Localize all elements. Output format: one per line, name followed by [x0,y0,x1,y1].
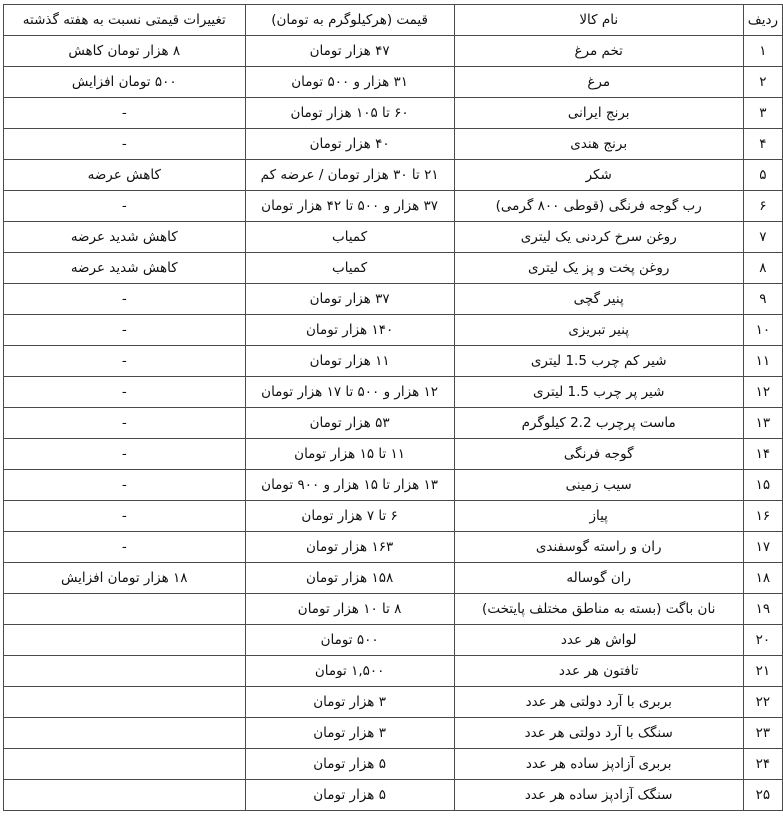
table-body [4,36,783,811]
table-row [4,439,783,470]
cell-index: ۱۲ [743,377,782,408]
table-row [4,718,783,749]
cell-price-change [4,625,246,656]
cell-price-change [4,656,246,687]
cell-price-change: - [4,532,246,563]
cell-item-name: ماست پرچرب 2.2 کیلوگرم [454,408,743,439]
cell-price-change: - [4,284,246,315]
cell-price: ۴۷ هزار تومان [245,36,454,67]
cell-price: ۵ هزار تومان [245,749,454,780]
cell-item-name: روغن پخت و پز یک لیتری [454,253,743,284]
table-header-row [4,5,783,36]
cell-item-name: شیر کم چرب 1.5 لیتری [454,346,743,377]
cell-price: ۱۲ هزار و ۵۰۰ تا ۱۷ هزار تومان [245,377,454,408]
cell-item-name: گوجه فرنگی [454,439,743,470]
table-row [4,315,783,346]
cell-price-change: - [4,377,246,408]
cell-item-name: لواش هر عدد [454,625,743,656]
cell-price-change [4,687,246,718]
table-row [4,346,783,377]
cell-price-change: کاهش عرضه [4,160,246,191]
cell-price-change: ۸ هزار تومان کاهش [4,36,246,67]
table-row [4,780,783,811]
cell-item-name: پنیر گچی [454,284,743,315]
table-row [4,377,783,408]
cell-price: ۵۳ هزار تومان [245,408,454,439]
cell-index: ۲۳ [743,718,782,749]
cell-price-change: ۱۸ هزار تومان افزایش [4,563,246,594]
cell-price: کمیاب [245,253,454,284]
cell-price-change [4,749,246,780]
cell-price-change: ۵۰۰ تومان افزایش [4,67,246,98]
cell-price: ۳۷ هزار تومان [245,284,454,315]
table-row [4,687,783,718]
cell-item-name: روغن سرخ کردنی یک لیتری [454,222,743,253]
cell-price-change: کاهش شدید عرضه [4,253,246,284]
header-change: تغییرات قیمتی نسبت به هفته گذشته [4,5,246,36]
cell-item-name: نان باگت (بسته به مناطق مختلف پایتخت) [454,594,743,625]
cell-price-change: - [4,191,246,222]
cell-item-name: برنج هندی [454,129,743,160]
cell-index: ۲۲ [743,687,782,718]
cell-index: ۲۵ [743,780,782,811]
table-row [4,191,783,222]
cell-price-change: - [4,470,246,501]
cell-index: ۵ [743,160,782,191]
cell-price: ۵۰۰ تومان [245,625,454,656]
cell-item-name: شیر پر چرب 1.5 لیتری [454,377,743,408]
cell-index: ۱۶ [743,501,782,532]
cell-price: ۱۱ تا ۱۵ هزار تومان [245,439,454,470]
cell-item-name: سیب زمینی [454,470,743,501]
cell-item-name: ران گوساله [454,563,743,594]
cell-price: ۳۷ هزار و ۵۰۰ تا ۴۲ هزار تومان [245,191,454,222]
cell-index: ۲۱ [743,656,782,687]
cell-index: ۱۷ [743,532,782,563]
cell-item-name: شکر [454,160,743,191]
cell-item-name: برنج ایرانی [454,98,743,129]
cell-item-name: پنیر تبریزی [454,315,743,346]
table-row [4,563,783,594]
cell-index: ۹ [743,284,782,315]
cell-price: ۱,۵۰۰ تومان [245,656,454,687]
cell-item-name: رب گوجه فرنگی (قوطی ۸۰۰ گرمی) [454,191,743,222]
table-row [4,532,783,563]
cell-price: ۳۱ هزار و ۵۰۰ تومان [245,67,454,98]
cell-index: ۴ [743,129,782,160]
cell-price: ۴۰ هزار تومان [245,129,454,160]
cell-price: ۱۴۰ هزار تومان [245,315,454,346]
header-index: ردیف [743,5,782,36]
cell-price: کمیاب [245,222,454,253]
price-table [3,4,783,811]
table-row [4,594,783,625]
cell-index: ۱۹ [743,594,782,625]
table-row [4,98,783,129]
cell-index: ۳ [743,98,782,129]
cell-price-change: - [4,98,246,129]
table-row [4,470,783,501]
cell-price-change: - [4,501,246,532]
cell-price: ۶۰ تا ۱۰۵ هزار تومان [245,98,454,129]
header-price: قیمت (هرکیلوگرم به تومان) [245,5,454,36]
cell-item-name: مرغ [454,67,743,98]
cell-price: ۱۱ هزار تومان [245,346,454,377]
cell-index: ۱۳ [743,408,782,439]
cell-price-change: - [4,439,246,470]
cell-index: ۲ [743,67,782,98]
cell-item-name: ران و راسته گوسفندی [454,532,743,563]
cell-index: ۶ [743,191,782,222]
price-table-container [3,4,783,811]
cell-index: ۱۵ [743,470,782,501]
cell-index: ۷ [743,222,782,253]
table-row [4,284,783,315]
cell-item-name: تخم مرغ [454,36,743,67]
cell-price-change: کاهش شدید عرضه [4,222,246,253]
table-row [4,36,783,67]
cell-index: ۱۱ [743,346,782,377]
cell-price-change [4,718,246,749]
cell-price-change [4,594,246,625]
cell-index: ۱۸ [743,563,782,594]
cell-index: ۱۰ [743,315,782,346]
cell-item-name: سنگک با آرد دولتی هر عدد [454,718,743,749]
table-row [4,408,783,439]
table-row [4,67,783,98]
cell-index: ۲۴ [743,749,782,780]
cell-item-name: سنگک آزادپز ساده هر عدد [454,780,743,811]
table-row [4,160,783,191]
cell-price-change: - [4,408,246,439]
cell-index: ۲۰ [743,625,782,656]
cell-index: ۸ [743,253,782,284]
table-row [4,749,783,780]
cell-price-change: - [4,315,246,346]
header-name: نام کالا [454,5,743,36]
cell-price: ۶ تا ۷ هزار تومان [245,501,454,532]
cell-item-name: بربری آزادپز ساده هر عدد [454,749,743,780]
cell-price: ۱۵۸ هزار تومان [245,563,454,594]
table-row [4,625,783,656]
cell-item-name: تافتون هر عدد [454,656,743,687]
cell-price-change: - [4,129,246,160]
cell-price: ۱۳ هزار تا ۱۵ هزار و ۹۰۰ تومان [245,470,454,501]
table-row [4,129,783,160]
cell-price-change: - [4,346,246,377]
cell-index: ۱۴ [743,439,782,470]
cell-price: ۸ تا ۱۰ هزار تومان [245,594,454,625]
cell-price: ۳ هزار تومان [245,687,454,718]
cell-price-change [4,780,246,811]
cell-price: ۳ هزار تومان [245,718,454,749]
cell-price: ۲۱ تا ۳۰ هزار تومان / عرضه کم [245,160,454,191]
table-row [4,501,783,532]
table-row [4,656,783,687]
cell-item-name: پیاز [454,501,743,532]
cell-price: ۵ هزار تومان [245,780,454,811]
table-row [4,253,783,284]
cell-item-name: بربری با آرد دولتی هر عدد [454,687,743,718]
cell-price: ۱۶۳ هزار تومان [245,532,454,563]
table-row [4,222,783,253]
cell-index: ۱ [743,36,782,67]
